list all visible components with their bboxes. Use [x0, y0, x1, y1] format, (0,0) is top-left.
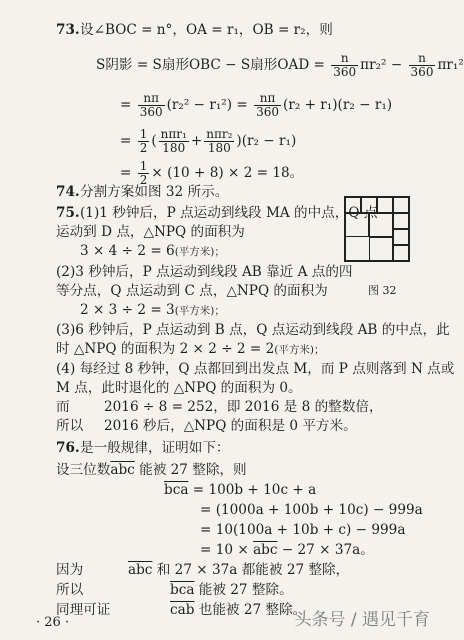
problem-76-line-6-label: 因为 [56, 562, 84, 578]
problem-76-line-7: $\overline{bca}$ 能被 27 整除。 [170, 582, 293, 598]
page-number: · 26 · [36, 615, 70, 630]
watermark: 头条号 / 遇见千育 [294, 610, 430, 630]
problem-76-line-8: $\overline{cab}$ 也能被 27 整除。 [170, 602, 307, 618]
problem-76-line-5: = $10 \times \overline{abc} - 27 \times 37a$。 [200, 542, 374, 558]
problem-75-line-12: 2016 秒后，△NPQ 的面积是 0 平方米。 [104, 418, 357, 434]
figure-32-cell [345, 213, 369, 237]
problem-75-line-8: 时 △NPQ 的面积为 2 × 2 ÷ 2 = 2(平方米)； [56, 341, 325, 357]
problem-75-line-2: 运动到 D 点，△NPQ 的面积为 [56, 224, 245, 240]
figure-32-cell [393, 245, 409, 261]
problem-73-line-5: = $\frac{1}{2}$ × (10 + 8) × 2 = 18。 [120, 159, 304, 187]
problem-74-text: 分割方案如图 32 所示。 [80, 184, 229, 200]
figure-32-square [344, 196, 410, 262]
figure-32-cell [345, 197, 361, 213]
problem-75-number: 75. [56, 205, 80, 221]
problem-75-line-1: (1)1 秒钟后，P 点运动到线段 MA 的中点，Q 点 [80, 205, 378, 221]
problem-73-line-2: S阴影 = S扇形OBC − S扇形OAD = $\frac{n}{360}$ πr₂² − $\frac{n}{360}$ πr₁² [96, 51, 464, 79]
problem-76-text: 是一般规律，证明如下： [80, 440, 230, 456]
problem-76-line-2: $\overline{bca} = 100b + 10c + a$ [164, 482, 317, 498]
problem-76-number: 76. [56, 440, 80, 456]
problem-73-line-3: = $\frac{n\pi}{360}$ (r₂² − r₁²) = $\frac{n\pi}{360}$ (r₂ + r₁)(r₂ − r₁) [120, 91, 393, 119]
problem-74-number: 74. [56, 184, 80, 200]
figure-32-cell [377, 197, 393, 213]
problem-73-number: 73. [56, 22, 80, 38]
problem-76-line-4: = 10(100a + 10b + c) − 999a [200, 522, 406, 538]
problem-76-line-6: $\overline{abc}$ 和 27 × 37a 都能被 27 整除， [128, 562, 350, 578]
figure-32-cell [393, 213, 409, 229]
problem-76-line-8-label: 同理可证 [56, 602, 111, 618]
problem-75-line-11: 2016 ÷ 8 = 252，即 2016 是 8 的整数倍， [104, 399, 383, 415]
figure-32-cell [369, 213, 393, 237]
figure-32-cell [361, 197, 377, 213]
problem-75-line-5: 等分点，Q 点运动到 C 点，△NPQ 的面积为 [56, 283, 328, 299]
problem-76-line-7-label: 所以 [56, 582, 84, 598]
figure-32-cell [393, 197, 409, 213]
figure-32-cell [369, 237, 393, 261]
problem-75-line-6: 2 × 3 ÷ 2 = 3(平方米)； [80, 302, 225, 318]
problem-75-line-7: (3)6 秒钟后，P 点运动到 B 点，Q 点运动到线段 AB 的中点，此 [56, 322, 450, 338]
problem-75-line-3: 3 × 4 ÷ 2 = 6(平方米)； [80, 243, 225, 259]
problem-73-line-1: 设∠BOC = n°，OA = r₁，OB = r₂，则 [80, 22, 333, 38]
problem-76-line-3: = (1000a + 100b + 10c) − 999a [200, 502, 423, 518]
problem-75-line-4: (2)3 秒钟后，P 点运动到线段 AB 靠近 A 点的四 [56, 264, 353, 280]
problem-75-line-12-label: 所以 [56, 418, 84, 434]
figure-32-caption: 图 32 [368, 284, 397, 297]
problem-73-line-4: = $\frac{1}{2}$ ( $\frac{\text{nπr₁}}{180}$ + $\frac{\text{nπr₂}}{180}$ )(r₂ − r₁) [120, 127, 297, 155]
problem-75-line-10: M 点，此时退化的 △NPQ 的面积为 0。 [56, 380, 302, 396]
problem-75-line-11-label: 而 [56, 399, 70, 415]
problem-76-line-1: 设三位数$\overline{abc}$ 能被 27 整除，则 [56, 462, 247, 478]
problem-75-line-9: (4) 每经过 8 秒钟，Q 点都回到出发点 M，而 P 点则落到 N 点或 [56, 361, 455, 377]
figure-32-cell [393, 229, 409, 245]
